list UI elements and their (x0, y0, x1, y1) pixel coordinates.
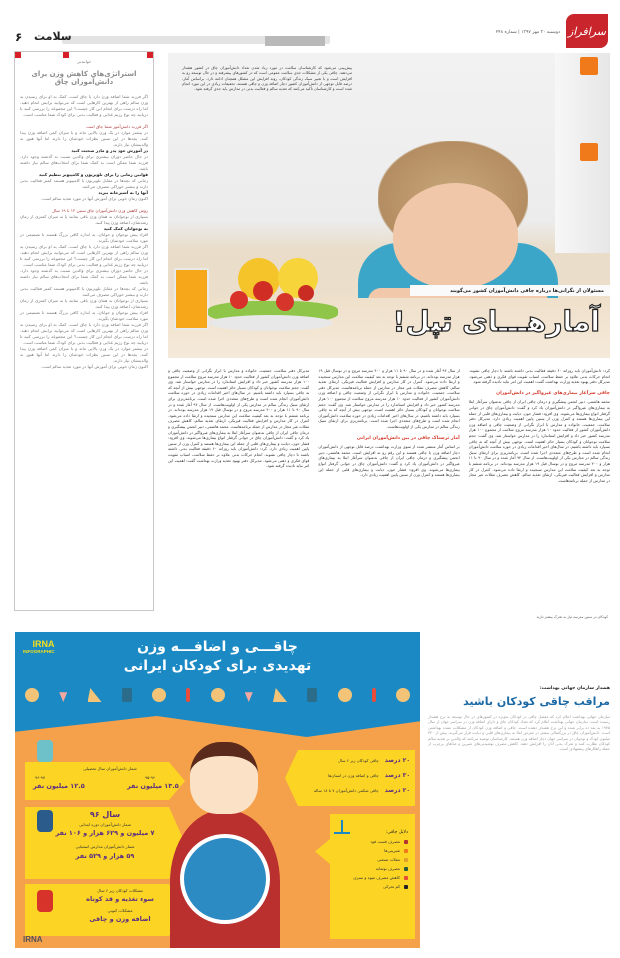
reason-item: کاهش مصرف میوه و سبزی (338, 873, 408, 882)
who-kicker: هشدار سازمان جهانی بهداشت: (539, 686, 610, 691)
sidebar-markers (15, 52, 153, 58)
page-number: ۶ (15, 30, 23, 44)
burger-icon (25, 688, 39, 702)
column-text: محمد هاشمی، دبیر انجمن پیشگیری و درمان چاقی ایران از چاقی به‌عنوان سرآغاز ابتلا به بیماری‌های غیرواگیر در دانش‌آموزان یاد کرد و گفت: دانش‌آموزان چاق در جوانی گرفتار انواع بیماری‌ها می‌شوند. وی افزود: فشار خون، دیابت و بیماری‌های قلبی از جمله این بیماری‌ها هستند و کنترل وزن از سنین پایین اهمیت زیادی دارد. (318, 449, 460, 478)
donut-icon (152, 688, 166, 702)
sidebar-paragraph: اکنون زمان خوبی برای آموزش آنها در مورد تغذیه سالم است. (40, 196, 148, 201)
column-subhead: آمار ترسناک چاقی در بین دانش‌آموزان ایرانی (356, 435, 460, 441)
juice-glass (174, 268, 209, 330)
reason-item: شیرینی‌ها (338, 846, 408, 855)
problems-value: سوء تغذیه و قد کوتاه (86, 895, 154, 903)
article-column (469, 368, 610, 613)
sidebar-bold-line: به نوجوانان کمک کنید (103, 226, 148, 231)
article-columns (168, 368, 610, 613)
food-icons-row (25, 688, 410, 702)
stat-row (314, 787, 410, 794)
irna-footer-logo: IRNA (23, 935, 43, 944)
student-character-icon (37, 740, 53, 762)
flower-pot (580, 143, 598, 161)
current-value: اضافه وزن و چاقی (89, 915, 151, 923)
value-a: ۱۳.۵ میلیون نفر (127, 782, 179, 790)
reasons-title: دلایل چاقی: (385, 830, 408, 835)
hero-intro-text: پیش‌بینی می‌شود که کارشناسان سلامت در مورد زیاد شدن تعداد دانش‌آموزان چاق در کشور هشدار می‌دهند. چاقی یکی از مشکلات جدی سلامت عمومی است که در کشورهای پیشرفته و در حال توسعه رو به افزایش است و با تغییر سبک زندگی کودکان، روند افزایش این مشکل همچنان ادامه دارد. براساس آمار، درصد قابل توجهی از دانش‌آموزان کشور دچار اضافه وزن و چاقی هستند. تحقیقات زیادی در این مورد انجام شده است و کارشناسان تأکید می‌کنند که تغذیه سالم و فعالیت بدنی در مدارس باید جدی گرفته شود. (182, 65, 352, 92)
article-column (168, 368, 309, 613)
reason-item: کم تحرکی (338, 882, 408, 891)
title-line-1: چاقـــی و اضافـــه وزن (137, 639, 298, 655)
sidebar-paragraph: اگر فرزند شما اضافه وزن دارد یا چاق است، کمک به او برای رسیدن به وزن سالم راهی از بهترین کارهایی است که می‌توانید برایش انجام دهید. اما راه درست برای انجام این کار چیست؟ این مجموعه را بررسی کنید تا دریابید چه نوع رژیم غذایی و فعالیت بدنی برای کودک شما مناسب است. (20, 322, 148, 345)
icecream-icon (59, 688, 67, 702)
chubby-child-icon (37, 890, 53, 912)
sidebar-bold-line: قوانین زمانی را برای تلویزیون و کامپیوتر تنظیم کنید (38, 172, 148, 177)
title-line-2: تهدیدی برای کودکان ایرانی (123, 658, 312, 674)
sidebar-paragraph: افراد پیش نوجوان و جوانان، به اندازه کافی بزرگ هستند تا تصمیمی در مورد سلامت خودشان بگیرند. (20, 310, 148, 321)
shelf-background (555, 53, 610, 253)
date-issue: دوشنبه ۳۰ مهر ۱۳۹۷ | شماره ۲۴۸ (495, 30, 560, 35)
sidebar-body (20, 94, 148, 370)
pizza-icon (88, 688, 102, 702)
reason-item: تنقلات صنعتی (338, 855, 408, 864)
irna-sub: INFOGRAPHIC (23, 649, 55, 654)
sidebar-article (14, 51, 154, 611)
flower-pot (580, 57, 598, 75)
column-text: بر اساس آمار منتشر شده از سوی وزارت بهداشت، درصد قابل توجهی از دانش‌آموزان دچار اضافه وزن یا چاقی هستند و این رقم رو به افزایش است. (318, 444, 460, 455)
stat-percent: ۲۰ درصد (384, 757, 410, 764)
stat-row (338, 757, 410, 764)
cup-icon (122, 688, 132, 702)
boy-illustration (170, 742, 280, 948)
sidebar-paragraph: در بیشتر موارد در یک وزن بالایی ماند و با میزان کمی اضافه وزن پیدا کنند. بچه‌ها در این سنین نظرات خودشان را دارند اما آنها هنوز به والدینشان نیاز دارند. (20, 346, 148, 363)
donut-icon (404, 849, 408, 853)
icecream-icon (245, 688, 253, 702)
sidebar-paragraph: اکنون زمان خوبی برای آموزش آنها در مورد تغذیه سالم است. (40, 364, 148, 369)
header-bar-accent (265, 36, 325, 46)
primary-value: ۷ میلیون و ۶۲۹ هزار و ۱۰۶ نفر (55, 829, 155, 837)
exceptional-value: ۵۹ هزار و ۵۲۹ نفر (75, 852, 135, 860)
column-text: محمد هاشمی، دبیر انجمن پیشگیری و درمان چاقی ایران از چاقی به‌عنوان سرآغاز ابتلا به بیماری‌های غیرواگیر در دانش‌آموزان یاد کرد و گفت: دانش‌آموزان چاق در جوانی گرفتار انواع بیماری‌ها می‌شوند. وی افزود: فشار خون، دیابت و بیماری‌های قلبی از جمله این بیماری‌ها هستند و کنترل وزن از سنین پایین اهمیت زیادی دارد. (168, 423, 310, 452)
burger-icon (396, 688, 410, 702)
sidebar-paragraph: اگر فرزند شما اضافه وزن دارد یا چاق است، کمک به او برای رسیدن به وزن سالم راهی از بهترین کارهایی است که می‌توانید برایش انجام دهید. اما راه درست برای انجام این کار چیست؟ این مجموعه را بررسی کنید تا دریابید چه نوع رژیم غذایی و فعالیت بدنی برای کودک شما مناسب است. (20, 244, 148, 267)
sidebar-bold-line: در آموزش خود پدر و مادر صحبت کنید (71, 148, 148, 153)
red-marker (15, 52, 21, 58)
fruit-tomato (253, 281, 273, 301)
pizza-icon (273, 688, 287, 702)
year-a: ۹۵-۹۶ (145, 775, 156, 780)
sidebar-paragraph: در حال حاضر دوران بیشتری برای والدین نسبت به گذشته وجود دارد. فرزند شما ممکن است به کمک شما برای انتخاب‌های سالم نیاز داشته باشد. (20, 154, 148, 171)
child-face (393, 183, 518, 288)
red-marker (147, 52, 153, 58)
column-text: از سال ۹۴ آغاز شده و در سال ۹۰ تا ۱۱ هزار و ۴۰۰ مدرسه مروج و در نوسال قبل ۱۹ هزار مدرسه بوده‌اند. در برنامه ششم با توجه به بعد کیفیت سلامت این مدارس سنجیده و ارتقا داده می‌شود. کنترل در کار مدارس و افزایش فعالیت فیزیکی، ارتقای تغذیه سالم، کاهش مصرف تنقلات غیر مجاز در مدارس از جمله برنامه‌هاست. (318, 368, 460, 390)
page-header (0, 0, 620, 50)
stat-percent: ۲۰ درصد (384, 787, 410, 794)
hero-subtitle: مسئولان از نگرانی‌ها درباره چاقی دانش‌آموزان کشور می‌گویند (410, 285, 610, 296)
who-warning-article (428, 632, 610, 948)
column-text: مدیرکل دفتر سلامت، جمعیت، خانواده و مدارس با ابراز نگرانی از وضعیت چاقی و اضافه وزن دانش‌آموزان کشور از فعالیت حدود ۱۰ هزار مدرسه مروج سلامت از مجموع ۱۰۰ هزار مدرسه کشور خبر داد و افزایش استاندارد را در مدارس خواستار شد. وی گفت: حجم سلامت نوجوانان و کودکان بسیار حائز اهمیت است. توجهی بیش از آنچه که به چاقی بسپارد باید داشته باشیم. در سال‌های اخیر اقدامات زیادی در حوزه سلامت دانش‌آموزان انجام شده است و طرح‌های متعددی اجرا شده است. برنامه‌ریزی برای ارتقای سبک زندگی سالم در مدارس یکی از اولویت‌هاست. (318, 384, 460, 429)
section-title: سلامت (34, 30, 72, 43)
cup-icon (307, 688, 317, 702)
exceptional-label: شمار دانش‌آموزان مدارس استثنایی (75, 844, 135, 849)
boy-head (190, 742, 258, 814)
fruit-icon (404, 876, 408, 880)
column-text: مدیرکل دفتر سلامت، جمعیت، خانواده و مدارس با ابراز نگرانی از وضعیت چاقی و اضافه وزن دانش‌آموزان کشور از فعالیت حدود ۱۰ هزار مدرسه مروج سلامت از مجموع ۱۰۰ هزار مدرسه کشور خبر داد و افزایش استاندارد را در مدارس خواستار شد. وی گفت: حجم سلامت نوجوانان و کودکان بسیار حائز اهمیت است. توجهی بیش از آنچه که به چاقی بسپارد باید داشته باشیم. در سال‌های اخیر اقدامات زیادی در حوزه سلامت دانش‌آموزان انجام شده است و طرح‌های متعددی اجرا شده است. برنامه‌ریزی برای ارتقای سبک زندگی سالم در مدارس یکی از اولویت‌هاست. (468, 416, 610, 461)
reason-item: مصرف فست فود (338, 837, 408, 846)
plate (208, 315, 333, 331)
red-marker (63, 52, 69, 58)
infographic-title (15, 638, 420, 676)
year-96: سال ۹۶ (89, 810, 121, 819)
burger-icon (211, 688, 225, 702)
sidebar-paragraph: افراد پیش نوجوان و جوانان، به اندازه کافی بزرگ هستند تا تصمیمی در مورد سلامت خودشان بگیرند. (20, 232, 148, 243)
food-plate (180, 834, 270, 924)
sidebar-intro: اگر فرزند شما اضافه وزن دارد یا چاق است، کمک به او برای رسیدن به وزن سالم راهی از بهترین کارهایی است که می‌توانید برایش انجام دهید. اما راه درست برای انجام این کار چیست؟ این مجموعه را بررسی کنید تا دریابید چه نوع رژیم غذایی و فعالیت بدنی برای کودک شما مناسب است. (20, 94, 148, 117)
sidebar-paragraph: زمانی که بچه‌ها در مقابل تلویزیون یا کامپیوتر هستند کمتر فعالیت بدنی دارند و بیشتر خوراکی مصرف می‌کنند. (20, 178, 148, 189)
who-body: سازمان جهانی بهداشت اعلام کرد که معضل چاقی در کودکان به‌ویژه در کشورهای در حال توسعه به نرخ هشدار رسیده است. سازمان جهانی بهداشت اعلام کرد که تعداد کودکان چاق و دارای اضافه وزن در سراسر جهان از سال ۱۹۷۵ به بعد ده برابر شده و این نرخ هشدار دهنده است. چاقی و اضافه وزن کودکان از مشکلات عمده بهداشتی است. دانش‌آموزان چاق در بزرگسالی بیشتر در معرض ابتلا به بیماری‌های قلبی و دیابت قرار می‌گیرند. بیش از ۳۴۰ میلیون کودک و نوجوان در سراسر جهان دچار اضافه وزن هستند. کارشناسان توصیه می‌کنند که والدین بر تغذیه سالم کودکان نظارت کنند و تحرک بدنی آنان را افزایش دهند. کاهش مصرف نوشیدنی‌های شیرین و غذاهای پرچرب از جمله راهکارهای پیشنهادی است. (428, 714, 610, 752)
burger-icon (404, 840, 408, 844)
article-column (318, 368, 459, 613)
reason-item: مصرف نوشابه (338, 864, 408, 873)
stat-desc: چاقی شکمی دانش‌آموزان ۷ تا ۱۸ ساله (313, 788, 379, 793)
caption: کودکان در سنین مدرسه نیاز به تحرک بیشتر دارند (536, 615, 608, 619)
current-label: مشکلات کنونی (107, 908, 133, 913)
headline: آمارهـــای تپل! (392, 305, 600, 338)
sidebar-paragraph: بسیاری از نوجوانان به همان وزن باقی بمانند یا به میزان کمتری از زمان رشدشان، اضافه وزن پیدا کنند. (20, 214, 148, 225)
fruit-tomato (276, 293, 294, 311)
sidebar-title: استراتژی‌های کاهش وزن برای دانش‌آموزان چاق (31, 70, 137, 86)
irna-brand: IRNA (32, 639, 55, 649)
problems-label: مشکلات کودکان زیر ۶ سال (97, 888, 143, 893)
fruit-tomato (298, 285, 314, 301)
drink-icon (186, 688, 190, 702)
fruit-tomato (230, 291, 248, 309)
column-text: مدیرکل دفتر سلامت، جمعیت، خانواده و مدارس با ابراز نگرانی از وضعیت چاقی و اضافه وزن دانش‌آموزان کشور از فعالیت حدود ۱۰ هزار مدرسه مروج سلامت از مجموع ۱۰۰ هزار مدرسه کشور خبر داد و افزایش استاندارد را در مدارس خواستار شد. وی گفت: حجم سلامت نوجوانان و کودکان بسیار حائز اهمیت است. توجهی بیش از آنچه که به چاقی بسپارد باید داشته باشیم. در سال‌های اخیر اقدامات زیادی در حوزه سلامت دانش‌آموزان انجام شده است و طرح‌های متعددی اجرا شده است. برنامه‌ریزی برای ارتقای سبک زندگی سالم در مدارس یکی از اولویت‌هاست. (168, 368, 310, 407)
column-subhead: چاقی سرآغاز بیماری‌های غیرواگیر در دانش‌آموزان (496, 390, 610, 396)
value-b: ۱۲.۵ میلیون نفر (33, 782, 85, 790)
sidebar-subhead: روش کاهش وزن دانش‌آموزان چاق سنین ۱۲ تا ۱۹ سال (51, 208, 148, 213)
primary-label: شمار دانش‌آموزان دوره ابتدایی (79, 822, 131, 827)
drink-icon (372, 688, 376, 702)
year-b: ۹۶-۹۷ (35, 775, 46, 780)
stat-desc: چاقی و اضافه وزن در استان‌ها (328, 773, 379, 778)
sidebar-paragraph: بسیاری از نوجوانان به همان وزن باقی بمانند یا به میزان کمتری از زمان رشدشان، اضافه وزن پیدا کنند. (20, 298, 148, 309)
sidebar-paragraph: در حال حاضر دوران بیشتری برای والدین نسبت به گذشته وجود دارد. فرزند شما ممکن است به کمک شما برای انتخاب‌های سالم نیاز داشته باشد. (20, 268, 148, 285)
column-text: کرد: دانش‌آموزان باید روزانه ۶۰ دقیقه فعالیت بدنی داشته باشند تا دچار چاقی نشوند. انجام حرکات بدنی علاوه بر حفظ سلامت، اسباب تقویت قوای فکری و ذهنی می‌شود. مدیرکل دفتر بهبود تغذیه وزارت بهداشت گفت: اهمیت این امر نباید نادیده گرفته شود. (468, 368, 610, 385)
sidebar-kicker: خوانندنی (76, 59, 92, 64)
stat-percent: ۳۰ درصد (384, 772, 410, 779)
snack-icon (404, 858, 408, 862)
who-title: مراقب چاقی کودکان باشید (463, 695, 610, 708)
sidebar-paragraph: زمانی که بچه‌ها در مقابل تلویزیون یا کامپیوتر هستند کمتر فعالیت بدنی دارند و بیشتر خوراکی مصرف می‌کنند. (20, 286, 148, 297)
students-label: شمار دانش‌آموزان سال تحصیلی (83, 766, 137, 771)
column-text: کرد: دانش‌آموزان باید روزانه ۶۰ دقیقه فعالیت بدنی داشته باشند تا دچار چاقی نشوند. انجام حرکات بدنی علاوه بر حفظ سلامت، اسباب تقویت قوای فکری و ذهنی می‌شود. مدیرکل دفتر بهبود تغذیه وزارت بهداشت گفت: اهمیت این امر نباید نادیده گرفته شود. (168, 446, 310, 469)
stat-desc: چاقی کودکان زیر ۶ سال (338, 758, 379, 763)
infographic (15, 632, 420, 948)
tv-icon (404, 885, 408, 889)
stat-row (328, 772, 410, 779)
column-text: از سال ۹۴ آغاز شده و در سال ۹۰ تا ۱۱ هزار و ۴۰۰ مدرسه مروج و در نوسال قبل ۱۹ هزار مدرسه بوده‌اند. در برنامه ششم با توجه به بعد کیفیت سلامت این مدارس سنجیده و ارتقا داده می‌شود. کنترل در کار مدارس و افزایش فعالیت فیزیکی، ارتقای تغذیه سالم، کاهش مصرف تنقلات غیر مجاز در مدارس از جمله برنامه‌هاست. (468, 455, 610, 483)
sidebar-bold-line: آنها را به آشپزخانه ببرید (98, 190, 148, 195)
sidebar-paragraph: در بیشتر موارد در یک وزن بالایی ماند و با میزان کمی اضافه وزن پیدا کنند. بچه‌ها در این سنین نظرات خودشان را دارند اما آنها هنوز به والدینشان نیاز دارند. (20, 130, 148, 147)
donut-icon (338, 688, 352, 702)
sidebar-subhead: اگر فرزند دانش‌آموز شما چاق است (85, 124, 148, 129)
column-text: محمد هاشمی، دبیر انجمن پیشگیری و درمان چاقی ایران از چاقی به‌عنوان سرآغاز ابتلا به بیماری‌های غیرواگیر در دانش‌آموزان یاد کرد و گفت: دانش‌آموزان چاق در جوانی گرفتار انواع بیماری‌ها می‌شوند. وی افزود: فشار خون، دیابت و بیماری‌های قلبی از جمله این بیماری‌ها هستند و کنترل وزن از سنین پایین اهمیت زیادی دارد. (468, 399, 610, 422)
column-text: از سال ۹۴ آغاز شده و در سال ۹۰ تا ۱۱ هزار و ۴۰۰ مدرسه مروج و در نوسال قبل ۱۹ هزار مدرسه بوده‌اند. در برنامه ششم با توجه به بعد کیفیت سلامت این مدارس سنجیده و ارتقا داده می‌شود. کنترل در کار مدارس و افزایش فعالیت فیزیکی، ارتقای تغذیه سالم، کاهش مصرف تنقلات غیر مجاز در مدارس از جمله برنامه‌هاست. (168, 401, 310, 429)
reasons-list (338, 830, 408, 891)
newspaper-logo[interactable]: سرافراز (566, 14, 608, 48)
soda-icon (404, 867, 408, 871)
hero-photo (168, 53, 610, 358)
